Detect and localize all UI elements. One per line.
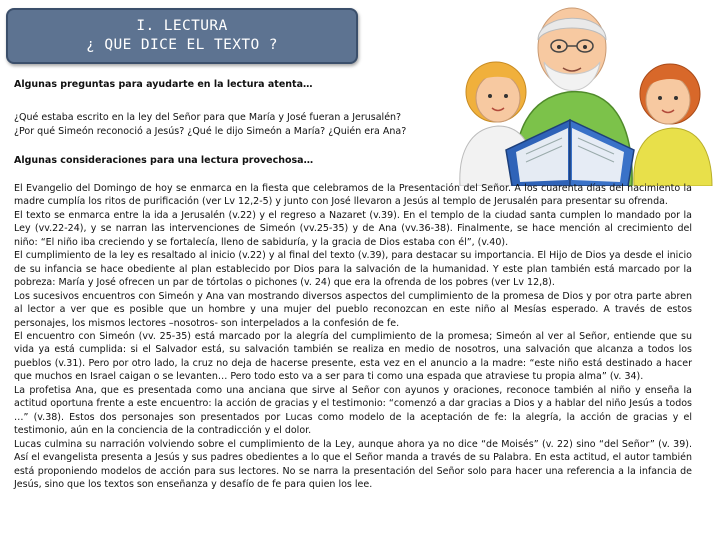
- question-line: ¿Por qué Simeón reconoció a Jesús? ¿Qué le dijo Simeón a María? ¿Quién era Ana?: [14, 125, 407, 137]
- section-title-banner: [6, 8, 358, 64]
- title-line-2: ¿ QUE DICE EL TEXTO ?: [86, 37, 278, 53]
- question-line: ¿Qué estaba escrito en la ley del Señor para que María y José fueran a Jerusalén?: [14, 112, 402, 123]
- body-paragraph: Lucas culmina su narración volviendo sobre el cumplimiento de la Ley, aunque ahora ya no dice “de Moisés” (v. 22) sino “del Señor” (v. 39). Así el evangelista presenta a Jesús y sus padres obedientes a lo que el Señor manda a través de su Palabra. En esta actitud, el autor también está proponiendo modelos de acción para sus lectores. No se narra la presentación del Señor solo para hacer una referencia a la infancia de Jesús, sino que los textos son enseñanza y desafío de fe para quien los lee.: [14, 438, 692, 490]
- body-paragraph: El texto se enmarca entre la ida a Jerusalén (v.22) y el regreso a Nazaret (v.39). En el templo de la ciudad santa cumplen lo mandado por la Ley (vv.22-24), y se narran las intervenciones de Simeón (vv.25-35) y de Ana (vv.36-38). Finalmente, se hace mención al crecimiento del niño: “El niño iba creciendo y se fortalecía, lleno de sabiduría, y la gracia de Dios estaba con él”, (v.40).: [14, 209, 692, 248]
- body-paragraph: El encuentro con Simeón (vv. 25-35) está marcado por la alegría del cumplimiento de la promesa; Simeón al ver al Señor, entiende que su vida ya está cumplida: si el Salvador está, su salvación también se realiza en medio de nosotros, una salvación que alcanza a todos los pueblos (v.31). Pero por otro lado, la cruz no deja de hacerse presente, esta vez en el anuncio a la madre: “este niño está destinado a hacer que muchos en Israel caigan o se levanten… Pero todo esto va a ser para ti como una espada que atraviese tu propia alma” (v. 34).: [14, 330, 692, 383]
- body-paragraph: La profetisa Ana, que es presentada como una anciana que sirve al Señor con ayunos y oraciones, reconoce también al niño y enseña la actitud oportuna frente a este encuentro: la acción de gracias y el testimonio: “comenzó a dar gracias a Dios y a hablar del niño Jesús a todos …” (v.38). Estos dos personajes son presentados por Lucas como modelo de la aceptación de fe: la alegría, la acción de gracias y el testimonio, aún en la conciencia de la contradicción y el dolor.: [14, 384, 692, 437]
- considerations-body: [14, 182, 692, 491]
- questions-heading: Algunas preguntas para ayudarte en la lectura atenta…: [14, 79, 313, 90]
- body-paragraph: El cumplimiento de la ley es resaltado al inicio (v.22) y al final del texto (v.39), para destacar su importancia. El Hijo de Dios ya desde el inicio de su infancia se hace obediente al plan establecido por Dios para la salvación de la humanidad. Y este plan también está marcado por la pobreza: María y José ofrecen un par de tórtolas o pichones (v. 24) que era la ofrenda de los pobres (ver Lv 12,8).: [14, 250, 692, 289]
- questions-list: [14, 111, 444, 138]
- title-line-1: I. LECTURA: [136, 18, 228, 34]
- body-paragraph: El Evangelio del Domingo de hoy se enmarca en la fiesta que celebramos de la Presentación del Señor. A los cuarenta días del nacimiento la madre cumplía los ritos de purificación (ver Lv 12,2-5) y junto con José llevaron a Jesús al templo de Jerusalén para presentar su ofrenda.: [14, 183, 692, 208]
- considerations-heading: Algunas consideraciones para una lectura provechosa…: [14, 155, 314, 166]
- right-child-figure: [634, 64, 712, 186]
- body-paragraph: Los sucesivos encuentros con Simeón y Ana van mostrando diversos aspectos del cumplimiento de la promesa de Dios y por otra parte abren al lector a ver que es posible que un hombre y una mujer del pueblo reconozcan en este niño al Mesías esperado. A través de estos personajes, los mismos lectores –nosotros- son interpelados a la confesión de fe.: [14, 290, 692, 329]
- reading-family-illustration: [420, 0, 720, 186]
